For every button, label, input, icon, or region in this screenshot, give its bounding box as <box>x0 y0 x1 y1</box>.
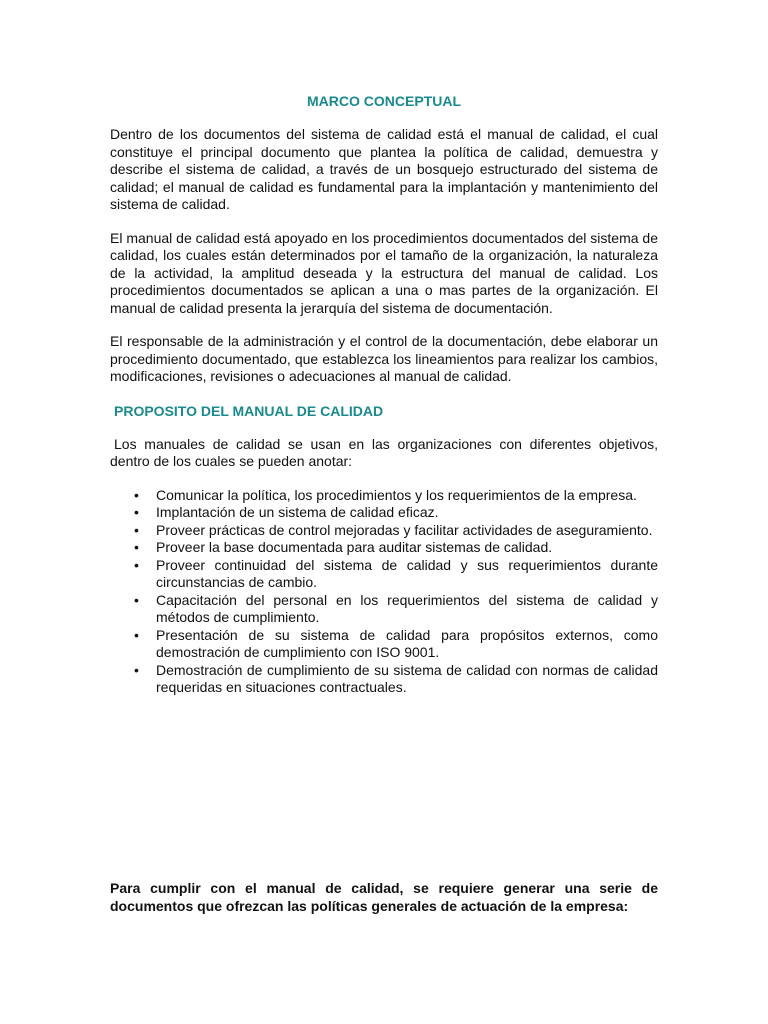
paragraph-2: El manual de calidad está apoyado en los procedimientos documentados del sistema de calidad, los cuales están determinados por el tamaño de la organización, la naturaleza de la actividad, la amplitud deseada y la estructura del manual de calidad. Los procedimientos documentados se aplican a una o mas partes de la organización. El manual de calidad presenta la jerarquía del sistema de documentación. <box>110 229 658 316</box>
bullet-icon: • <box>134 539 139 555</box>
list-item <box>134 521 658 540</box>
closing-paragraph: Para cumplir con el manual de calidad, se requiere generar una serie de documentos que ofrezcan las políticas generales de actuación de la empresa: <box>110 880 658 914</box>
purpose-list <box>110 487 658 697</box>
paragraph-1: Dentro de los documentos del sistema de calidad está el manual de calidad, el cual constituye el principal documento que plantea la política de calidad, demuestra y describe el sistema de calidad, a través de un bosquejo estructurado del sistema de calidad; el manual de calidad es fundamental para la implantación y mantenimiento del sistema de calidad. <box>110 126 658 212</box>
list-item-text: Proveer continuidad del sistema de calidad y sus requerimientos durante circunstancias de cambio. <box>156 556 658 590</box>
list-item-text: Demostración de cumplimiento de su sistema de calidad con normas de calidad requeridas en situaciones contractuales. <box>156 661 658 695</box>
list-item <box>134 556 658 592</box>
paragraph-3: El responsable de la administración y el control de la documentación, debe elaborar un procedimiento documentado, que establezca los lineamientos para realizar los cambios, modificaciones, revisiones o adecuaciones al manual de calidad. <box>110 333 658 384</box>
bullet-icon: • <box>134 504 139 520</box>
bullet-icon: • <box>134 486 139 503</box>
bullet-icon: • <box>134 626 139 643</box>
list-item <box>134 486 658 505</box>
list-item <box>134 626 658 662</box>
bullet-icon: • <box>134 661 139 678</box>
document-title: MARCO CONCEPTUAL <box>307 93 461 109</box>
bullet-icon: • <box>134 521 139 538</box>
list-item-text: Comunicar la política, los procedimientos y los requerimientos de la empresa. <box>156 486 637 503</box>
list-item-text: Proveer la base documentada para auditar sistemas de calidad. <box>156 539 553 555</box>
list-item <box>134 504 658 522</box>
list-item-text: Capacitación del personal en los requerimientos del sistema de calidad y métodos de cumplimiento. <box>156 591 658 625</box>
section-intro: Los manuales de calidad se usan en las organizaciones con diferentes objetivos, dentro de los cuales se pueden anotar: <box>110 435 658 469</box>
list-item-text: Presentación de su sistema de calidad para propósitos externos, como demostración de cumplimiento con ISO 9001. <box>156 626 658 660</box>
bullet-icon: • <box>134 556 139 573</box>
list-item <box>134 661 658 697</box>
list-item-text: Proveer prácticas de control mejoradas y facilitar actividades de aseguramiento. <box>156 521 653 538</box>
list-item-text: Implantación de un sistema de calidad eficaz. <box>156 504 439 520</box>
bullet-icon: • <box>134 591 139 608</box>
section-title: PROPOSITO DEL MANUAL DE CALIDAD <box>114 402 384 419</box>
list-item <box>134 539 658 557</box>
list-item <box>134 591 658 627</box>
